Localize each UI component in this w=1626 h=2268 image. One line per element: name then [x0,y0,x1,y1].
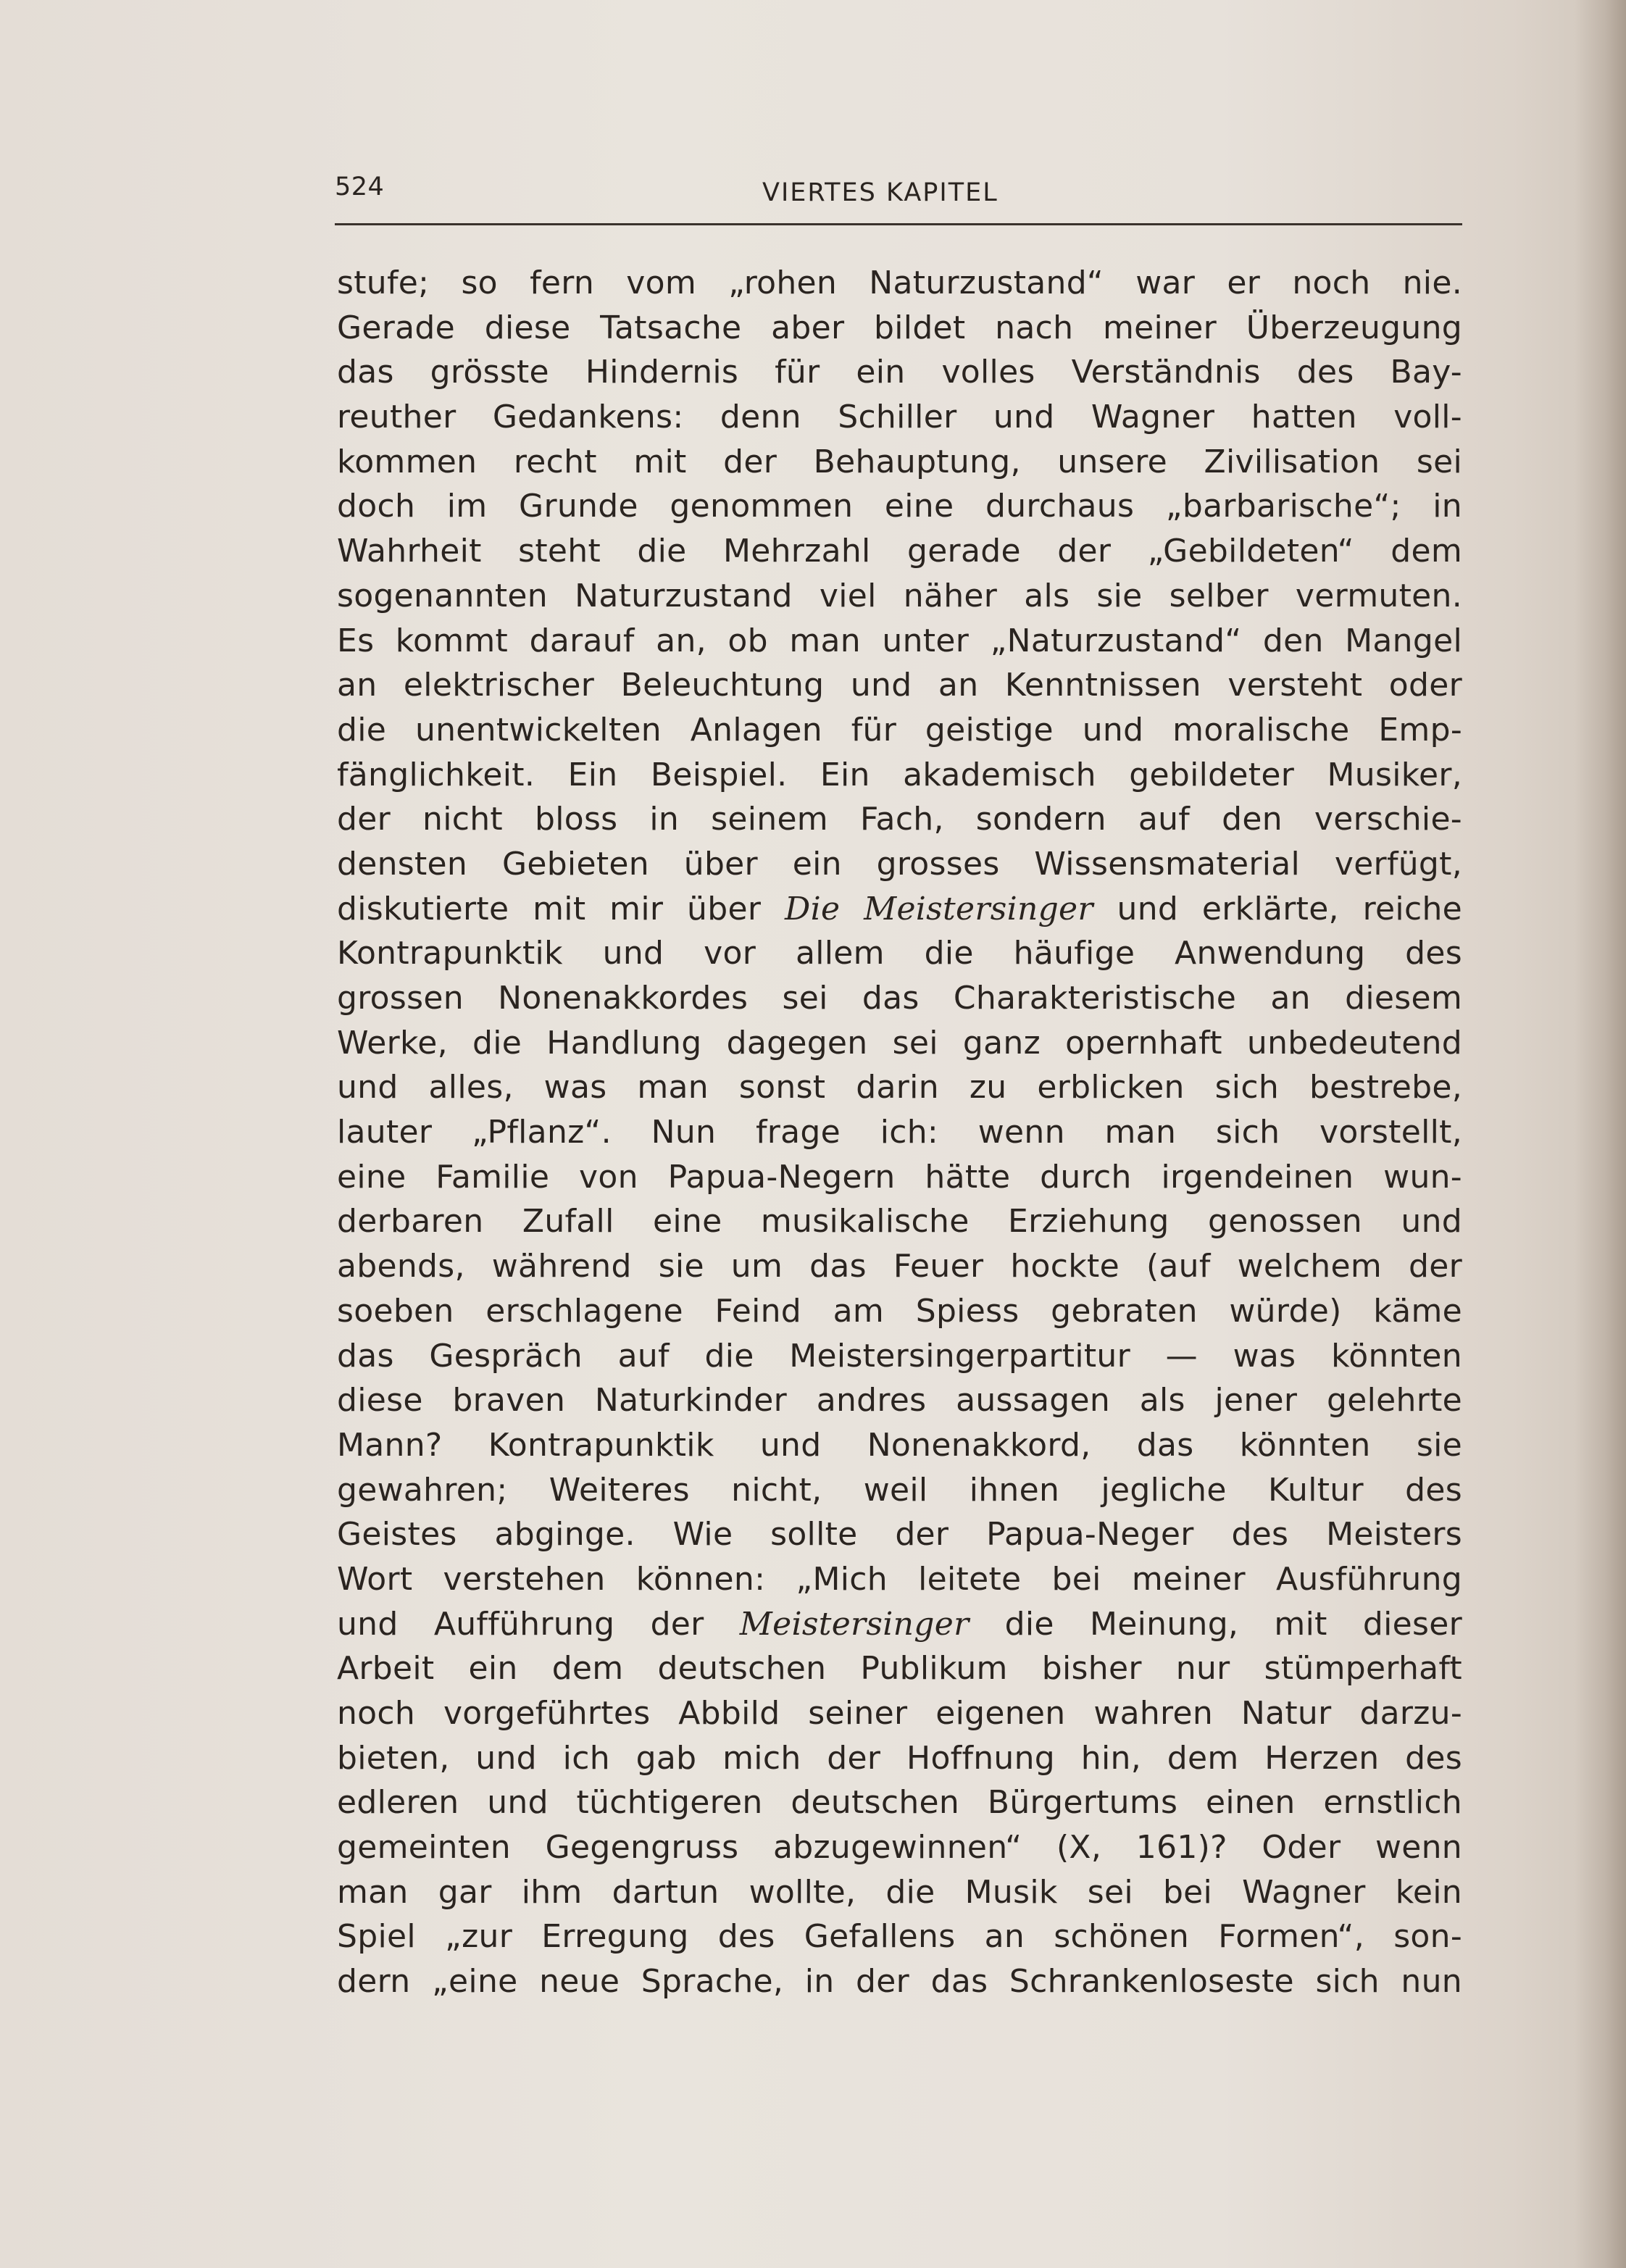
text-line: sogenannten Naturzustand viel näher als sie selber vermuten. [337,577,1462,614]
text-segment: diskutierte mit mir über [337,890,785,927]
text-segment: die Meinung, mit dieser [969,1605,1462,1643]
text-line: das grösste Hindernis für ein volles Verständnis des Bay- [337,354,1462,391]
text-line: an elektrischer Beleuchtung und an Kenntnissen versteht oder [337,667,1462,704]
text-line: Es kommt darauf an, ob man unter „Naturzustand“ den Mangel [337,622,1462,659]
text-line: lauter „Pflanz“. Nun frage ich: wenn man sich vorstellt, [337,1114,1462,1151]
text-line: edleren und tüchtigeren deutschen Bürgertums einen ernstlich [337,1784,1462,1822]
text-line: bieten, und ich gab mich der Hoffnung hin, dem Herzen des [337,1739,1462,1777]
text-line: gewahren; Weiteres nicht, weil ihnen jegliche Kultur des [337,1471,1462,1509]
text-line: densten Gebieten über ein grosses Wissensmaterial verfügt, [337,845,1462,883]
header-rule [335,223,1462,225]
text-line: kommen recht mit der Behauptung, unsere Zivilisation sei [337,443,1462,480]
text-line: abends, während sie um das Feuer hockte (auf welchem der [337,1248,1462,1285]
text-line: derbaren Zufall eine musikalische Erziehung genossen und [337,1203,1462,1241]
text-line: man gar ihm dartun wollte, die Musik sei bei Wagner kein [337,1873,1462,1911]
text-line: Arbeit ein dem deutschen Publikum bisher nur stümperhaft [337,1650,1462,1688]
text-line: Wort verstehen können: „Mich leitete bei meiner Ausführung [337,1560,1462,1598]
text-line: gemeinten Gegengruss abzugewinnen“ (X, 161)? Oder wenn [337,1829,1462,1867]
italic-title: Die Meistersinger [785,890,1093,927]
text-line [337,1602,1462,1647]
text-line: Kontrapunktik und vor allem die häufige Anwendung des [337,935,1462,972]
text-line: Geistes abginge. Wie sollte der Papua-Neger des Meisters [337,1516,1462,1554]
body-text [337,261,1462,2004]
text-line: reuther Gedankens: denn Schiller und Wagner hatten voll- [337,399,1462,436]
text-line: die unentwickelten Anlagen für geistige und moralische Emp- [337,711,1462,749]
text-line: Gerade diese Tatsache aber bildet nach meiner Überzeugung [337,309,1462,346]
text-line: Werke, die Handlung dagegen sei ganz opernhaft unbedeutend [337,1024,1462,1062]
text-line: das Gespräch auf die Meistersingerpartitur — was könnten [337,1337,1462,1375]
text-line: stufe; so fern vom „rohen Naturzustand“ war er noch nie. [337,264,1462,301]
text-line [337,887,1462,932]
text-line: soeben erschlagene Feind am Spiess gebraten würde) käme [337,1292,1462,1330]
text-segment: und Aufführung der [337,1605,740,1643]
text-line: grossen Nonenakkordes sei das Charakteristische an diesem [337,980,1462,1017]
page-edge-shadow [1575,0,1626,2268]
text-line: Mann? Kontrapunktik und Nonenakkord, das könnten sie [337,1426,1462,1464]
text-segment: und erklärte, reiche [1093,890,1462,927]
text-line: Spiel „zur Erregung des Gefallens an schönen Formen“, son- [337,1918,1462,1956]
text-line: der nicht bloss in seinem Fach, sondern auf den verschie- [337,801,1462,838]
text-line: diese braven Naturkinder andres aussagen als jener gelehrte [337,1382,1462,1419]
page-header [335,172,1462,216]
text-line: doch im Grunde genommen eine durchaus „barbarische“; in [337,488,1462,525]
text-line: dern „eine neue Sprache, in der das Schrankenloseste sich nun [337,1963,1462,2001]
text-line: eine Familie von Papua-Negern hätte durch irgendeinen wun- [337,1158,1462,1196]
text-line: Wahrheit steht die Mehrzahl gerade der „Gebildeten“ dem [337,533,1462,570]
page-number: 524 [335,172,385,201]
running-title: VIERTES KAPITEL [762,178,998,207]
text-line: und alles, was man sonst darin zu erblicken sich bestrebe, [337,1069,1462,1106]
text-line: fänglichkeit. Ein Beispiel. Ein akademisch gebildeter Musiker, [337,756,1462,793]
text-line: noch vorgeführtes Abbild seiner eigenen wahren Natur darzu- [337,1695,1462,1732]
italic-title: Meistersinger [739,1605,970,1643]
